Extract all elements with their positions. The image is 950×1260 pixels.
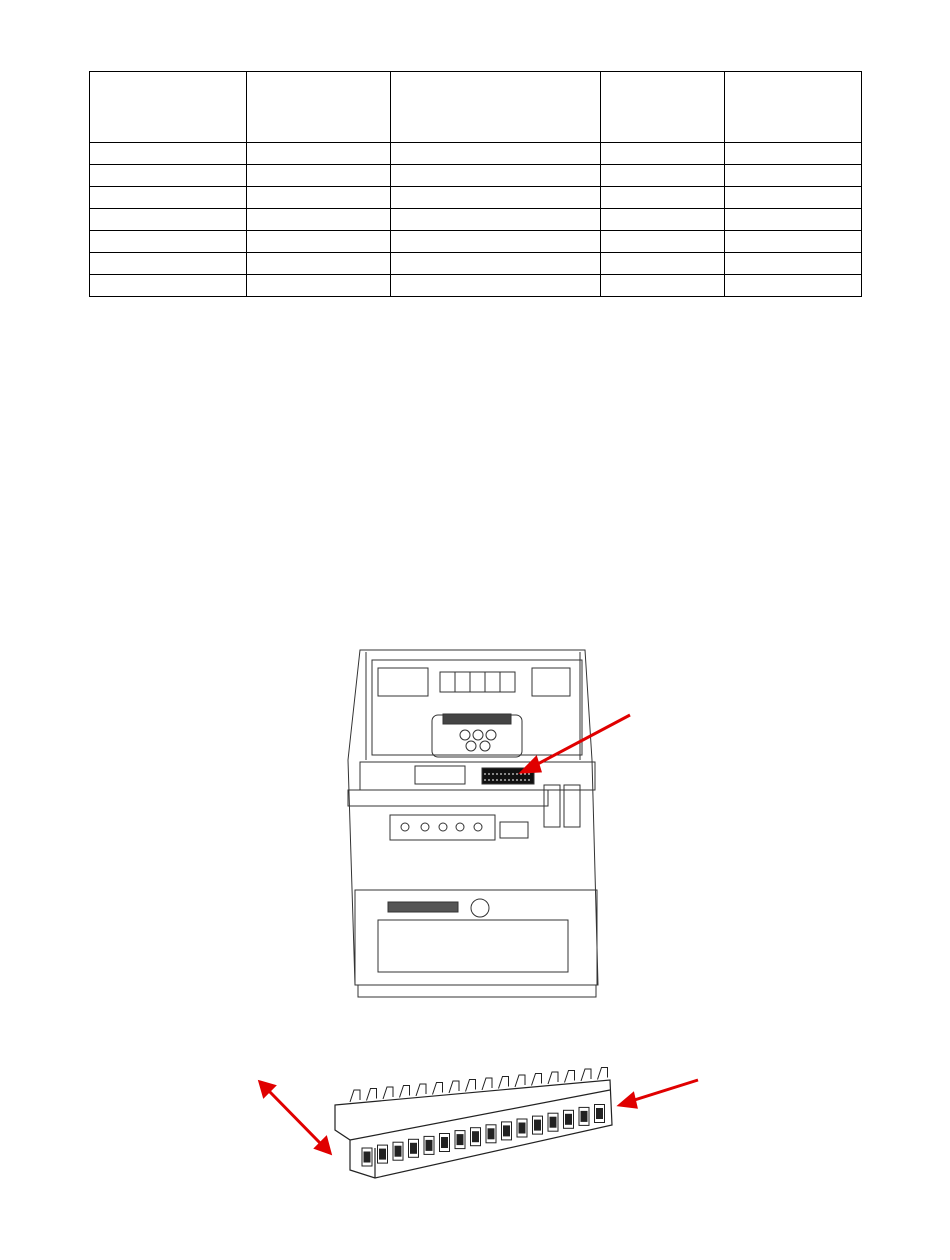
connector-fin bbox=[400, 1086, 410, 1098]
unit-illustration bbox=[300, 640, 720, 1010]
table-row bbox=[90, 143, 862, 165]
table-cell bbox=[247, 275, 391, 297]
connector-socket-inner bbox=[597, 1109, 603, 1119]
connector-fin bbox=[565, 1071, 575, 1083]
table-cell bbox=[391, 209, 601, 231]
connector-fin bbox=[548, 1072, 558, 1084]
table-cell bbox=[90, 231, 247, 253]
table-row bbox=[90, 231, 862, 253]
table-row bbox=[90, 165, 862, 187]
connector-socket-inner bbox=[566, 1114, 572, 1124]
table-cell bbox=[247, 187, 391, 209]
table-cell bbox=[725, 187, 862, 209]
connector-fin bbox=[449, 1081, 459, 1093]
table-cell bbox=[90, 72, 247, 143]
table-cell bbox=[391, 165, 601, 187]
connector-socket-inner bbox=[488, 1129, 494, 1139]
connector-socket-inner bbox=[380, 1149, 386, 1159]
connector-fin bbox=[532, 1074, 542, 1086]
table-cell bbox=[725, 275, 862, 297]
table-cell bbox=[247, 165, 391, 187]
connector-fin bbox=[367, 1089, 377, 1101]
table-row bbox=[90, 209, 862, 231]
table-cell bbox=[247, 253, 391, 275]
table-cell bbox=[90, 209, 247, 231]
connector-fin bbox=[466, 1080, 476, 1092]
connector-fin bbox=[383, 1087, 393, 1099]
connector-illustration bbox=[250, 1030, 710, 1190]
connector-fin bbox=[598, 1068, 608, 1080]
terminal-block-connector-drawing-icon bbox=[250, 1030, 710, 1190]
connector-fin bbox=[416, 1084, 426, 1096]
table-cell bbox=[391, 275, 601, 297]
connector-fin bbox=[515, 1075, 525, 1087]
table-cell bbox=[601, 187, 725, 209]
connector-socket-inner bbox=[519, 1123, 525, 1133]
table-cell bbox=[725, 72, 862, 143]
table-cell bbox=[725, 165, 862, 187]
connector-socket-inner bbox=[395, 1146, 401, 1156]
table-cell bbox=[725, 143, 862, 165]
connector-socket-inner bbox=[411, 1143, 417, 1153]
table-cell bbox=[90, 253, 247, 275]
table-row bbox=[90, 275, 862, 297]
table-cell bbox=[90, 275, 247, 297]
connector-socket-inner bbox=[550, 1117, 556, 1127]
table-cell bbox=[391, 253, 601, 275]
connector-socket-inner bbox=[426, 1140, 432, 1150]
table-cell bbox=[601, 143, 725, 165]
table-cell bbox=[601, 231, 725, 253]
connector-fin bbox=[499, 1077, 509, 1089]
connector-fin bbox=[433, 1083, 443, 1095]
connector-fin bbox=[350, 1090, 360, 1102]
connector-fin bbox=[482, 1078, 492, 1090]
table-cell bbox=[601, 165, 725, 187]
connector-fin bbox=[581, 1069, 591, 1081]
table-cell bbox=[247, 143, 391, 165]
table-cell bbox=[391, 187, 601, 209]
table-cell bbox=[725, 253, 862, 275]
table-cell bbox=[601, 72, 725, 143]
table-cell bbox=[90, 165, 247, 187]
connector-socket-inner bbox=[473, 1132, 479, 1142]
table-row bbox=[90, 253, 862, 275]
table-header-row bbox=[90, 72, 862, 143]
table-cell bbox=[725, 231, 862, 253]
table-cell bbox=[391, 231, 601, 253]
connector-socket-inner bbox=[504, 1126, 510, 1136]
table-cell bbox=[601, 253, 725, 275]
connector-socket-inner bbox=[364, 1152, 370, 1162]
table-cell bbox=[725, 209, 862, 231]
empty-table bbox=[89, 71, 862, 297]
table-cell bbox=[247, 72, 391, 143]
connector-socket-inner bbox=[535, 1120, 541, 1130]
table-cell bbox=[247, 209, 391, 231]
table-cell bbox=[90, 187, 247, 209]
table-row bbox=[90, 187, 862, 209]
connector-socket-inner bbox=[457, 1135, 463, 1145]
table-cell bbox=[391, 143, 601, 165]
table-cell bbox=[601, 209, 725, 231]
table-cell bbox=[90, 143, 247, 165]
charge-controller-unit-drawing-icon bbox=[300, 640, 720, 1010]
connector-socket-inner bbox=[442, 1138, 448, 1148]
connector-socket-inner bbox=[581, 1111, 587, 1121]
table-cell bbox=[391, 72, 601, 143]
table-cell bbox=[601, 275, 725, 297]
table-cell bbox=[247, 231, 391, 253]
